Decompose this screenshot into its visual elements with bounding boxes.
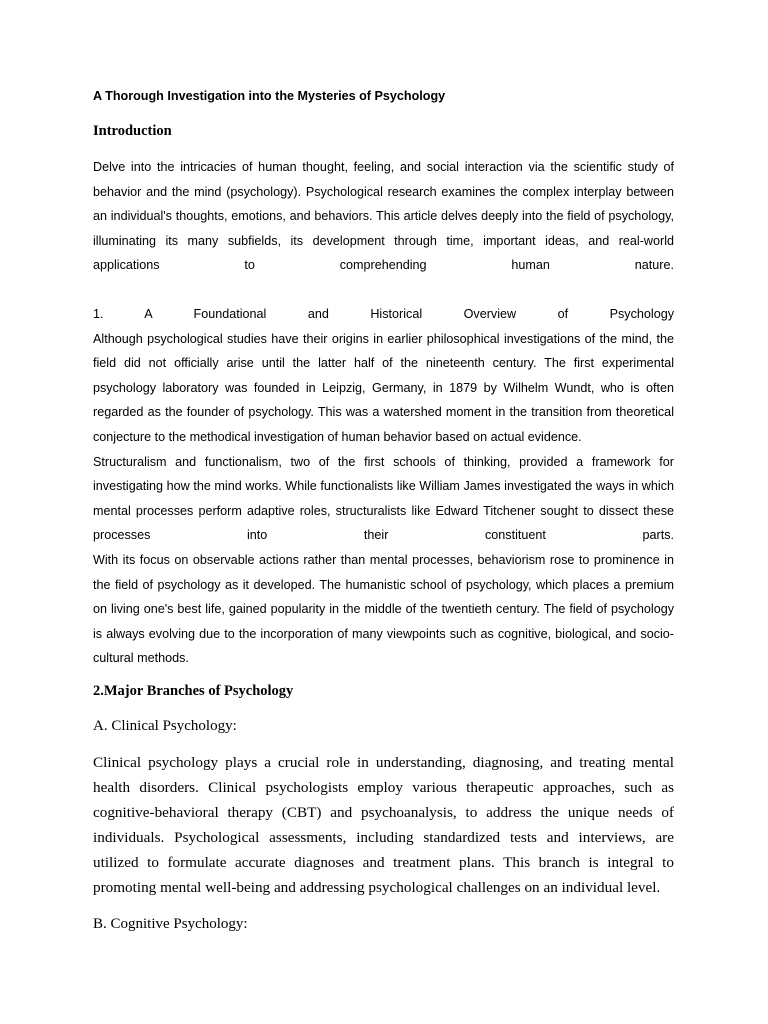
subsection-b-heading: B. Cognitive Psychology: bbox=[93, 915, 248, 932]
document-page bbox=[93, 86, 674, 934]
paragraph-gap bbox=[93, 278, 674, 302]
document-title: A Thorough Investigation into the Mysteries of Psychology bbox=[93, 89, 446, 103]
section1-paragraph-evolution: With its focus on observable actions rather than mental processes, behaviorism rose to prominence in the field of psychology as it developed. The humanistic school of psychology, which places a premium on living one's best life, gained popularity in the middle of the twentieth century. The field of psychology is always evolving due to the incorporation of many viewpoints such as cognitive, biological, and socio-cultural methods. bbox=[93, 552, 674, 666]
intro-heading: Introduction bbox=[93, 123, 172, 139]
section1-heading: 1. A Foundational and Historical Overview of Psychology bbox=[93, 306, 674, 321]
subsection-a-heading: A. Clinical Psychology: bbox=[93, 717, 237, 734]
intro-paragraph: Delve into the intricacies of human thought, feeling, and social interaction via the scientific study of behavior and the mind (psychology). Psychological research examines the complex interplay between an individual's thoughts, emotions, and behaviors. This article delves deeply into the field of psychology, illuminating its many subfields, its development through time, important ideas, and real-world applications to comprehending human nature. bbox=[93, 160, 674, 273]
section2-title: Major Branches of Psychology bbox=[103, 682, 294, 699]
subsection-a-paragraph: Clinical psychology plays a crucial role in understanding, diagnosing, and treating mental health disorders. Clinical psychologists employ various therapeutic approaches, such as cognitive-behavioral therapy (CBT) and psychoanalysis, to address the unique needs of individuals. Psychological assessments, including standardized tests and interviews, are utilized to formulate accurate diagnoses and treatment plans. This branch is integral to promoting mental well-being and addressing psychological challenges on an individual level. bbox=[93, 753, 674, 896]
section1-paragraph-history: Although psychological studies have their origins in earlier philosophical investigations of the mind, the field did not officially arise until the latter half of the nineteenth century. The first experimental psychology laboratory was founded in Leipzig, Germany, in 1879 by Wilhelm Wundt, who is often regarded as the founder of psychology. This was a watershed moment in the transition from theoretical conjecture to the methodical investigation of human behavior based on actual evidence. bbox=[93, 331, 674, 444]
section1-paragraph-schools: Structuralism and functionalism, two of the first schools of thinking, provided a framework for investigating how the mind works. While functionalists like William James investigated the ways in which mental processes perform adaptive roles, structuralists like Edward Titchener sought to dissect these processes into their constituent parts. bbox=[93, 454, 674, 543]
section2-heading bbox=[93, 681, 674, 701]
section2-number: 2. bbox=[93, 682, 104, 699]
